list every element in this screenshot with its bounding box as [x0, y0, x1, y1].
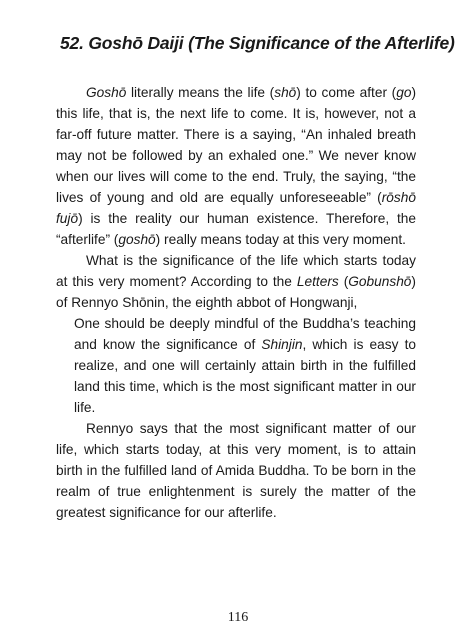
italic-term: goshō	[118, 232, 156, 247]
paragraph-1	[56, 82, 416, 250]
page-number: 116	[227, 610, 249, 625]
italic-term: Goshō	[86, 85, 127, 100]
paragraph-2	[56, 250, 416, 313]
text-run: ) really means today at this very moment.	[155, 232, 406, 247]
text-run: ) is the reality our human existence. Therefore, the “afterlife” (	[56, 211, 416, 247]
paragraph-3	[56, 418, 416, 523]
italic-term: rōshō fujō	[56, 190, 416, 226]
text-run: ) this life, that is, the next life to come. It is, however, not a far-off future matter. There is a saying, “An inhaled breath may not be followed by an exhaled one.” We never know when our lives will come to the end. Truly, the saying, “the lives of young and old are equally unforeseeable” (	[56, 85, 416, 205]
italic-term: Gobunshō	[348, 274, 412, 289]
text-run: , which is easy to realize, and one will certainly attain birth in the fulfilled land this time, which is the most significant matter in our life.	[74, 337, 416, 415]
text-run: literally means the life (	[126, 85, 275, 100]
body-text	[56, 82, 416, 523]
italic-term: go	[396, 85, 412, 100]
text-run: ) to come after (	[296, 85, 397, 100]
chapter-title: 52. Goshō Daiji (The Significance of the Afterlife)	[60, 33, 455, 53]
italic-term: Letters	[296, 274, 339, 289]
italic-term: shō	[274, 85, 297, 100]
text-run: Rennyo says that the most significant matter of our life, which starts today, at this very moment, is to attain birth in the fulfilled land of Amida Buddha. To be born in the realm of true enlightenment is surely the matter of the greatest significance for our afterlife.	[56, 421, 416, 520]
text-run: What is the significance of the life which starts today at this very moment? According to the	[56, 253, 416, 289]
text-run: (	[338, 274, 349, 289]
italic-term: Shinjin	[261, 337, 303, 352]
text-run: One should be deeply mindful of the Buddha’s teaching and know the significance of	[74, 316, 416, 352]
block-quote	[56, 313, 416, 418]
text-run: ) of Rennyo Shōnin, the eighth abbot of Hongwanji,	[56, 274, 416, 310]
